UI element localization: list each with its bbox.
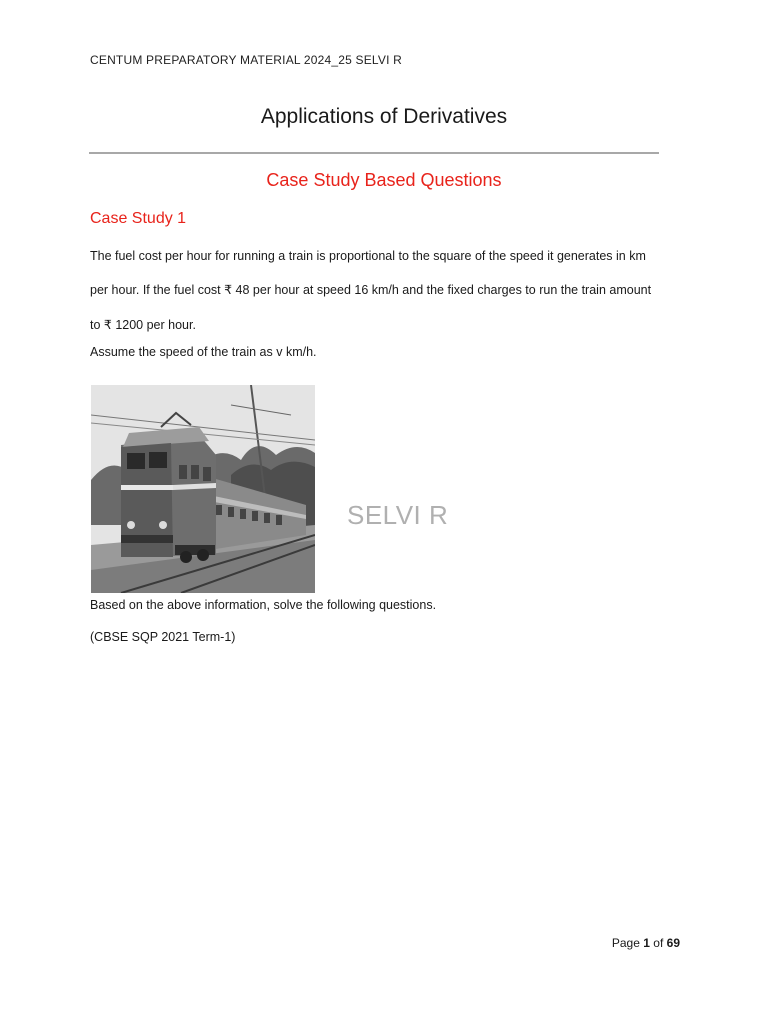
page-number	[612, 936, 680, 950]
running-header: CENTUM PREPARATORY MATERIAL 2024_25 SELVI R	[90, 53, 403, 67]
document-title: Applications of Derivatives	[260, 105, 508, 128]
paragraph-line-3: to ₹ 1200 per hour.	[90, 318, 196, 332]
section-title: Case Study Based Questions	[266, 170, 502, 190]
case-study-heading: Case Study 1	[90, 210, 187, 227]
page-current: 1	[643, 936, 650, 950]
page-word: Page	[611, 936, 640, 950]
paragraph-line-4: Assume the speed of the train as v km/h.	[90, 345, 317, 359]
of-word: of	[653, 936, 664, 950]
title-divider	[89, 152, 659, 154]
train-photo	[91, 385, 315, 593]
paragraph-line-5: Based on the above information, solve the following questions.	[90, 598, 437, 612]
paragraph-line-1: The fuel cost per hour for running a train is proportional to the square of the speed it generates in km	[90, 249, 646, 263]
source-reference: (CBSE SQP 2021 Term-1)	[90, 630, 236, 644]
page-total: 69	[666, 936, 680, 950]
paragraph-line-2: per hour. If the fuel cost ₹ 48 per hour at speed 16 km/h and the fixed charges to run the train amount	[90, 283, 652, 297]
watermark: SELVI R	[347, 500, 449, 530]
